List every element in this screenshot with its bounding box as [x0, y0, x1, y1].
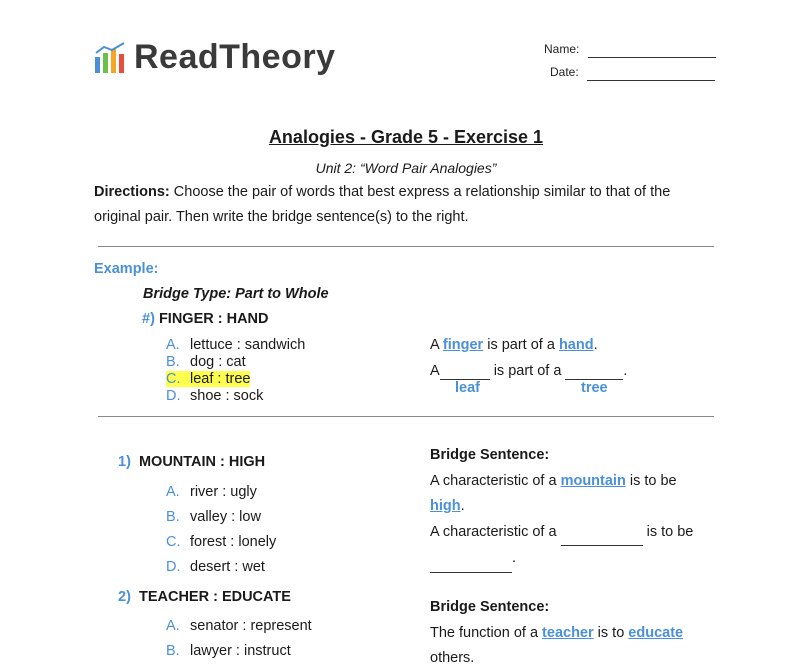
example-option-d[interactable] [166, 388, 305, 405]
option-letter: A. [166, 337, 180, 353]
name-label: Name: [544, 42, 580, 56]
question-1-bridge [430, 443, 720, 573]
example-option-c[interactable] [166, 371, 305, 388]
divider-top [98, 246, 714, 247]
example-pair-text: FINGER : HAND [158, 311, 269, 327]
date-line[interactable] [587, 68, 715, 81]
bridge-line-1 [430, 621, 720, 647]
option-text: valley : low [190, 509, 261, 525]
sentence-text: is part of a [483, 337, 559, 353]
date-field[interactable] [550, 63, 715, 81]
option-text: shoe : sock [190, 388, 264, 404]
example-label: Example: [94, 261, 159, 277]
option-letter: B. [166, 509, 180, 525]
blank[interactable] [565, 363, 623, 380]
divider-example [98, 416, 714, 417]
bridge-label: Bridge Sentence: [430, 599, 550, 615]
sentence-text: A [430, 337, 443, 353]
answer-word: mountain [560, 472, 626, 489]
option-text: lettuce : sandwich [190, 337, 306, 353]
option-letter: D. [166, 559, 181, 575]
example-option-b[interactable] [166, 354, 305, 371]
option-letter: B. [166, 643, 180, 659]
question-1-option-c[interactable] [166, 530, 276, 555]
question-1-option-b[interactable] [166, 505, 276, 530]
directions-text: Choose the pair of words that best express a relationship similar to that of the original pair. Then write the bridge sentence(s) to the right. [94, 184, 671, 225]
sentence-text: is part of a [489, 363, 562, 379]
date-label: Date: [550, 65, 579, 79]
answer-word: finger [442, 337, 484, 353]
sentence-text: A [430, 363, 440, 379]
option-letter: C. [166, 534, 181, 550]
example-answer-2: tree [581, 380, 608, 396]
question-1-option-a[interactable] [166, 480, 276, 505]
question-2-options [166, 614, 312, 664]
option-letter: D. [166, 388, 181, 404]
bridge-line-2 [430, 494, 720, 520]
option-letter: B. [166, 354, 180, 370]
example-sentence-1 [430, 337, 598, 353]
question-2-option-b[interactable] [166, 639, 312, 664]
blank[interactable] [440, 363, 490, 380]
option-text: dog : cat [190, 354, 246, 370]
question-2-bridge [430, 595, 720, 672]
logo [94, 38, 336, 77]
sentence-text: . [593, 337, 598, 353]
option-text: lawyer : instruct [190, 643, 291, 659]
name-line[interactable] [588, 45, 716, 58]
sentence-text: The function of a [430, 624, 543, 641]
question-pair-text: TEACHER : EDUCATE [138, 589, 291, 605]
option-text: desert : wet [190, 559, 265, 575]
option-text: leaf : tree [190, 371, 251, 387]
sentence-text: . [623, 363, 628, 379]
name-field[interactable] [544, 40, 716, 58]
option-text: forest : lonely [190, 534, 277, 550]
bridge-line-1 [430, 469, 720, 495]
bridge-line-3 [430, 520, 720, 547]
example-pair [142, 311, 269, 327]
question-1-options [166, 480, 276, 580]
example-number: #) [142, 311, 155, 327]
example-bridge-type: Bridge Type: Part to Whole [143, 286, 329, 302]
logo-wordmark: ReadTheory [134, 38, 336, 76]
option-letter: A. [166, 484, 180, 500]
question-pair-text: MOUNTAIN : HIGH [138, 454, 266, 470]
example-options [166, 337, 305, 405]
example-answer-1: leaf [455, 380, 480, 396]
answer-word: hand [558, 337, 594, 353]
option-letter: C. [166, 371, 181, 387]
sentence-text: is to be [625, 472, 677, 489]
option-text: senator : represent [190, 618, 312, 634]
directions-label: Directions: [94, 184, 170, 200]
bridge-line-2: others. [430, 650, 475, 666]
blank[interactable] [561, 520, 643, 547]
page-subtitle: Unit 2: “Word Pair Analogies” [315, 160, 497, 176]
sentence-text: . [460, 498, 465, 514]
sentence-text: . [512, 550, 517, 566]
example-option-a[interactable] [166, 337, 305, 354]
sentence-text: A characteristic of a [430, 523, 561, 540]
sentence-text: is to be [642, 523, 694, 540]
blank[interactable] [430, 546, 512, 573]
sentence-text: A characteristic of a [430, 472, 561, 489]
bar-chart-logo-icon [94, 41, 128, 75]
question-1-option-d[interactable] [166, 555, 276, 580]
question-1-pair [118, 454, 265, 470]
answer-word: high [430, 498, 461, 514]
answer-word: teacher [542, 624, 594, 641]
bridge-label: Bridge Sentence: [430, 447, 550, 463]
question-2-option-a[interactable] [166, 614, 312, 639]
sentence-text: is to [593, 624, 629, 641]
page-title: Analogies - Grade 5 - Exercise 1 [268, 127, 544, 147]
question-2-pair [118, 589, 291, 605]
answer-word: educate [628, 624, 684, 641]
question-number: 2) [118, 589, 131, 605]
question-number: 1) [118, 454, 131, 470]
option-text: river : ugly [190, 484, 257, 500]
option-letter: A. [166, 618, 180, 634]
example-sentence-2 [430, 363, 627, 380]
bridge-line-4 [430, 546, 720, 573]
directions [94, 180, 714, 230]
